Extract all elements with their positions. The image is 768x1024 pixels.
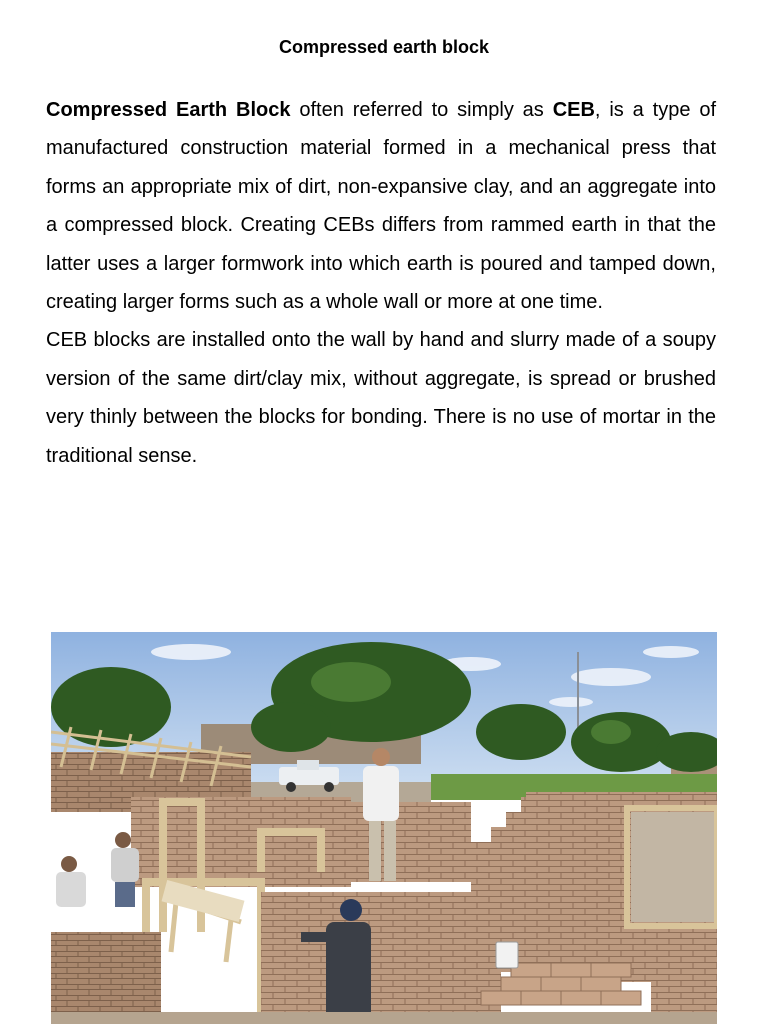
wall-section-front [261,892,501,1024]
worker-left-1 [56,856,86,907]
construction-site-photo [51,632,717,1024]
document-body [46,91,716,475]
paragraph-1-text-a: often referred to simply as [290,99,553,121]
term-ceb: CEB [552,99,595,121]
ground-foreground [51,1012,717,1024]
paragraph-1-text-b: , is a type of manufactured construction material formed in a mechanical press that forms an appropriate mix of dirt, non-expansive clay, and an aggregate into a compressed block. Creating CEBs differs from rammed earth in that the latter uses a larger formwork into which earth is poured and tamped down, creating larger forms such as a whole wall or more at one time. [46,99,716,314]
window-opening [631,812,717,922]
construction-site-illustration [51,632,717,1024]
wall-section-front-left [51,932,161,1024]
document-title: Compressed earth block [278,37,490,57]
paragraph-2: CEB blocks are installed onto the wall by hand and slurry made of a soupy version of the same dirt/clay mix, without aggregate, is spread or brushed very thinly between the blocks for bonding. There is no use of mortar in the traditional sense. [46,329,716,467]
term-compressed-earth-block: Compressed Earth Block [46,99,291,121]
paragraph-1 [46,91,716,321]
bucket [496,942,518,968]
